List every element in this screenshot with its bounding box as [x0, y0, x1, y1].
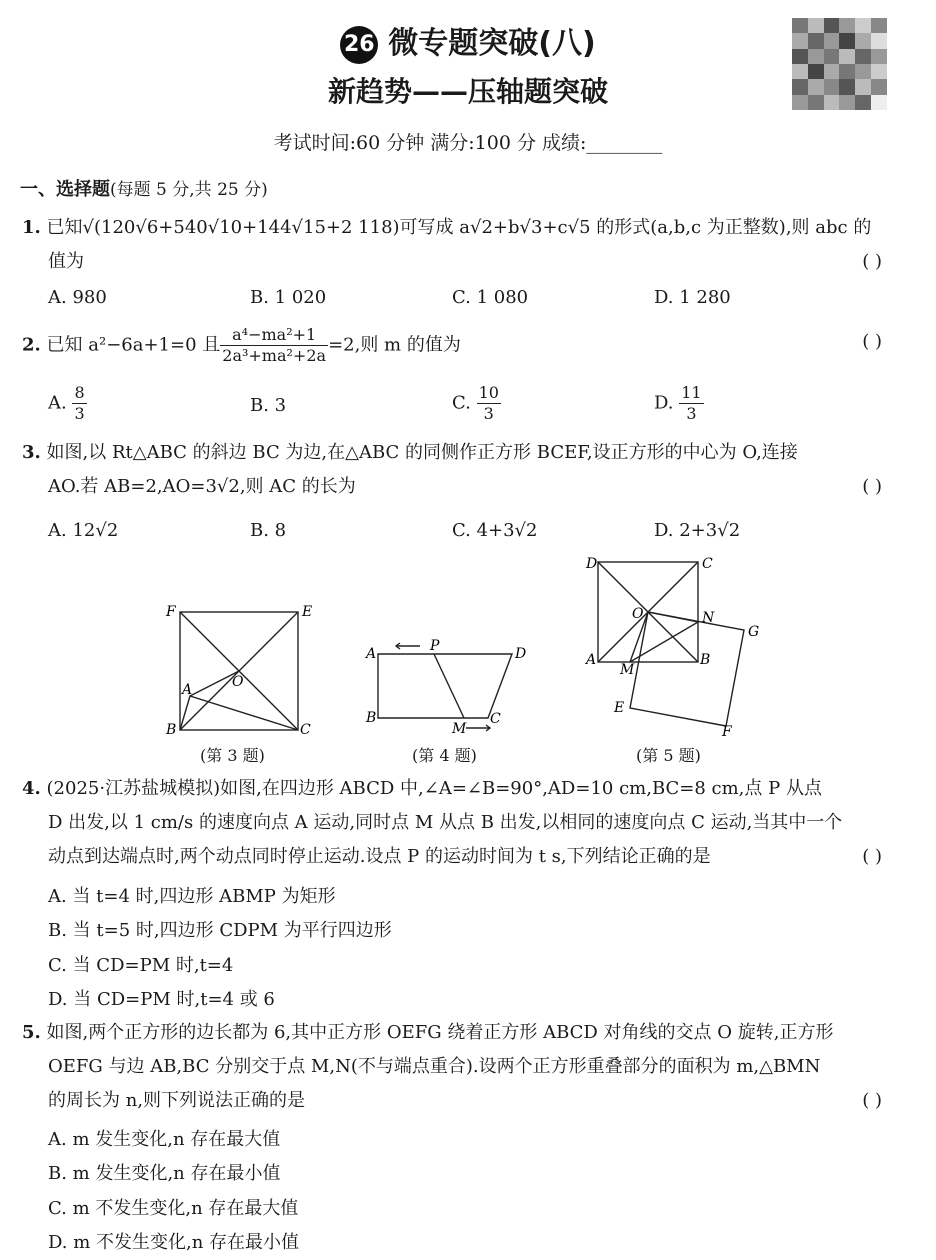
svg-text:C: C — [702, 556, 713, 572]
title-text: 微专题突破(八) — [388, 26, 596, 61]
svg-text:E: E — [614, 700, 625, 716]
figure-3-caption: (第 3 题) — [200, 746, 265, 765]
svg-text:B: B — [366, 710, 377, 726]
q3-option-b: B. 8 — [250, 520, 287, 541]
q1-text-line1: 已知√(120√6+540√10+144√15+2 118)可写成 a√2+b√3+c√5 的形式(a,b,c 为正整数),则 abc 的 — [46, 217, 872, 238]
q3-option-a: A. 12√2 — [48, 520, 119, 541]
question-2: 2. 已知 a²−6a+1=0 且 $\frac{\text{a⁴−ma²+1}}{\text{2a³+ma²+2a}}$ =2,则 m 的值为 ( ) — [22, 325, 882, 365]
question-5: 5. 如图,两个正方形的边长都为 6,其中正方形 OEFG 绕着正方形 ABCD 对角线的交点 O 旋转,正方形 OEFG 与边 AB,BC 分别交于点 M,N(不与端点重合).设两个正方形重叠部分的面积为 m,△BMN 的周长为 n,则下列说法正确的是 ( ) — [22, 1016, 912, 1118]
q1-text-line2: 值为 — [48, 251, 84, 272]
svg-text:E: E — [302, 604, 313, 620]
figure-5-caption: (第 5 题) — [636, 746, 701, 765]
q4-option-c: C. 当 CD=PM 时,t=4 — [48, 955, 234, 976]
q3-option-d: D. 2+3√2 — [654, 520, 741, 541]
svg-text:M: M — [452, 721, 467, 737]
svg-text:D: D — [586, 556, 598, 572]
question-3: 3. 如图,以 Rt△ABC 的斜边 BC 为边,在△ABC 的同侧作正方形 BCEF,设正方形的中心为 O,连接 AO.若 AB=2,AO=3√2,则 AC 的长为 ( ) — [22, 436, 912, 504]
question-1: 1. 已知√(120√6+540√10+144√15+2 118)可写成 a√2+b√3+c√5 的形式(a,b,c 为正整数),则 abc 的 值为 ( ) — [22, 211, 912, 279]
answer-paren: ( ) — [862, 251, 882, 272]
q5-option-c: C. m 不发生变化,n 存在最大值 — [48, 1198, 299, 1219]
q2-fraction: $\frac{\text{a⁴−ma²+1}}{\text{2a³+ma²+2a}}$ — [222, 325, 327, 365]
svg-text:O: O — [632, 606, 644, 622]
svg-text:A: A — [182, 682, 193, 698]
svg-text:N: N — [702, 610, 715, 626]
figure-3 — [160, 600, 320, 740]
lesson-number-badge: 26 — [340, 26, 378, 64]
q2-option-c: C. $\frac{10}{3}$ — [452, 383, 499, 423]
answer-paren: ( ) — [862, 476, 882, 497]
figure-5 — [580, 552, 770, 742]
svg-text:C: C — [300, 722, 311, 738]
q5-option-b: B. m 发生变化,n 存在最小值 — [48, 1163, 281, 1184]
svg-text:F: F — [166, 604, 176, 620]
svg-text:D: D — [515, 646, 527, 662]
q5-option-d: D. m 不发生变化,n 存在最小值 — [48, 1232, 300, 1253]
q4-option-d: D. 当 CD=PM 时,t=4 或 6 — [48, 989, 275, 1010]
answer-paren: ( ) — [862, 846, 882, 867]
svg-text:F: F — [722, 724, 732, 740]
q3-option-c: C. 4+3√2 — [452, 520, 538, 541]
svg-text:A: A — [366, 646, 377, 662]
svg-text:B: B — [166, 722, 177, 738]
svg-text:M: M — [620, 662, 635, 678]
exam-meta: 考试时间:60 分钟 满分:100 分 成绩:________ — [273, 132, 663, 154]
figure-4 — [360, 632, 540, 742]
page-subtitle: 新趋势——压轴题突破 — [327, 75, 608, 108]
answer-paren: ( ) — [862, 331, 882, 352]
q2-option-a: A. $\frac{8}{3}$ — [48, 383, 85, 423]
answer-paren: ( ) — [862, 1090, 882, 1111]
q1-option-c: C. 1 080 — [452, 287, 529, 308]
svg-text:G: G — [748, 624, 760, 640]
svg-text:B: B — [700, 652, 711, 668]
q2-option-b: B. 3 — [250, 395, 287, 416]
q4-option-b: B. 当 t=5 时,四边形 CDPM 为平行四边形 — [48, 920, 392, 941]
svg-text:P: P — [430, 638, 440, 654]
q1-option-d: D. 1 280 — [654, 287, 731, 308]
q2-option-d: D. $\frac{11}{3}$ — [654, 383, 702, 423]
figure-4-caption: (第 4 题) — [412, 746, 477, 765]
q1-option-a: A. 980 — [48, 287, 107, 308]
qr-code-image — [792, 18, 887, 110]
question-4: 4. (2025·江苏盐城模拟)如图,在四边形 ABCD 中,∠A=∠B=90°,AD=10 cm,BC=8 cm,点 P 从点 D 出发,以 1 cm/s 的速度向点 A 运动,同时点 M 从点 B 出发,以相同的速度向点 C 运动,当其中一个 动点到达端点时,两个动点同时停止运动.设点 P 的运动时间为 t s,下列结论正确的是 ( ) — [22, 772, 912, 874]
svg-text:C: C — [490, 711, 501, 727]
section-heading: 一、选择题(每题 5 分,共 25 分) — [20, 179, 268, 200]
svg-text:O: O — [232, 674, 244, 690]
q1-option-b: B. 1 020 — [250, 287, 327, 308]
q5-option-a: A. m 发生变化,n 存在最大值 — [48, 1129, 281, 1150]
q4-option-a: A. 当 t=4 时,四边形 ABMP 为矩形 — [48, 886, 336, 907]
svg-text:A: A — [586, 652, 597, 668]
